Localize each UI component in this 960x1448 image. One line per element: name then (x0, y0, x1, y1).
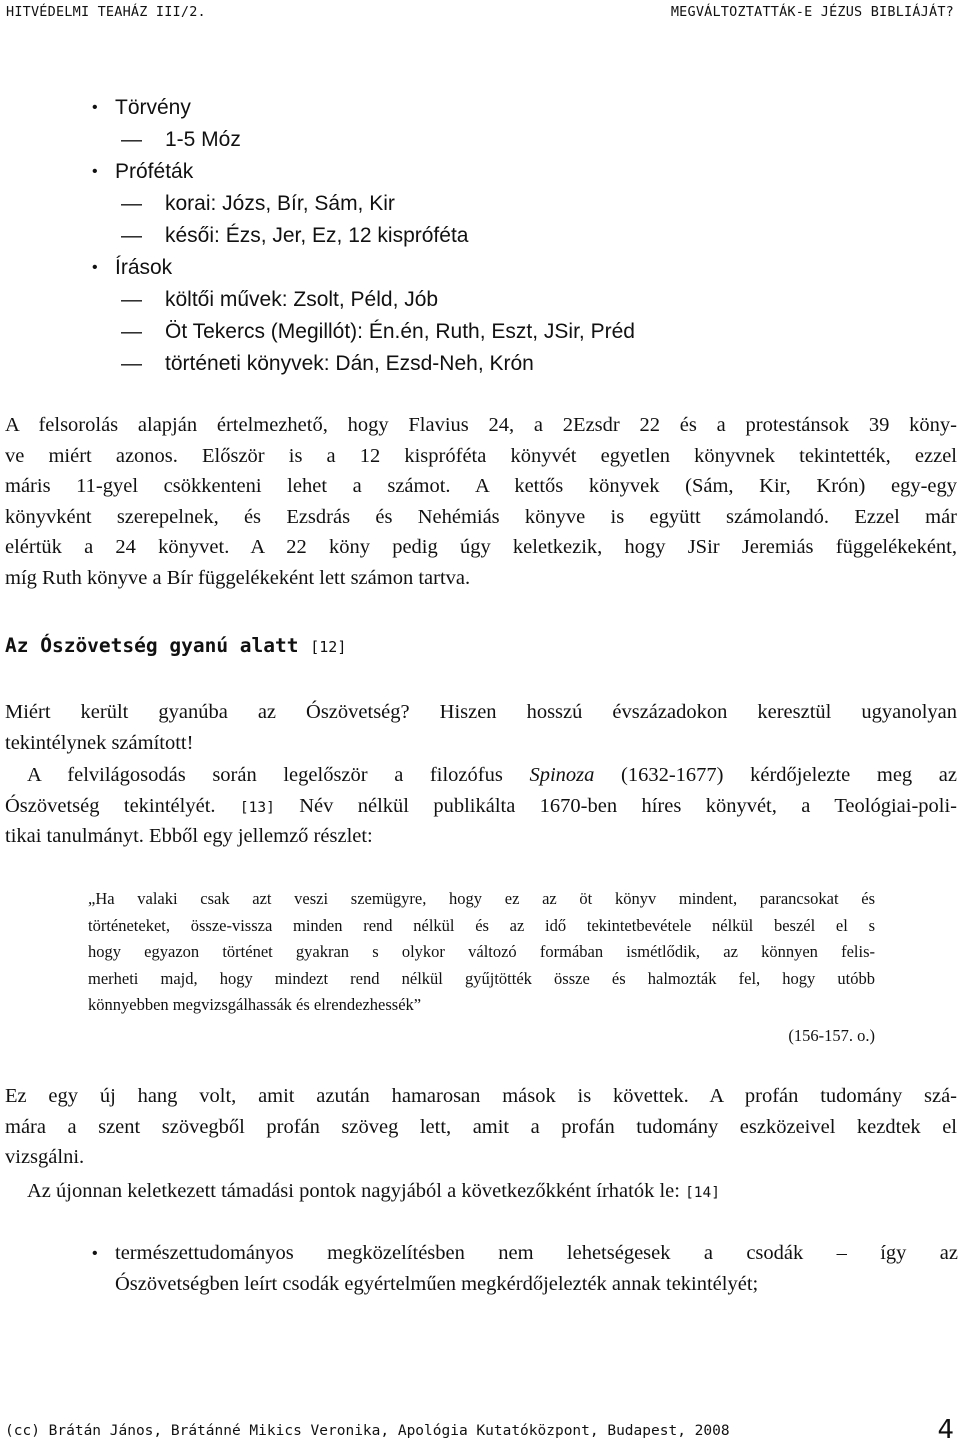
footnote-ref: [14] (685, 1185, 720, 1201)
dash-icon: — (121, 288, 142, 311)
outline-item (88, 348, 788, 380)
outline-item (88, 284, 788, 316)
header-right: MEGVÁLTOZTATTÁK-E JÉZUS BIBLIÁJÁT? (670, 4, 954, 20)
footer-credit: (cc) Brátán János, Brátánné Mikics Veronika, Apológia Kutatóközpont, Budapest, 2008 (5, 1423, 730, 1439)
paragraph-line: máris 11-gyel csökkenteni lehet a számot. A kettős könyvek (Sám, Kir, Krón) egy-egy (5, 475, 957, 497)
running-header (6, 4, 954, 22)
bullet-icon: • (92, 1245, 98, 1262)
section-heading-text: Az Ószövetség gyanú alatt (5, 634, 299, 657)
outline-group-label: Törvény (115, 96, 191, 119)
outline-group (88, 252, 788, 284)
paragraph-line: tekintélynek számított! (5, 731, 194, 754)
dash-icon: — (121, 352, 142, 375)
dash-icon: — (121, 128, 142, 151)
list-item-line: Ószövetségben leírt csodák egyértelműen megkérdőjelezték annak tekintélyét; (115, 1273, 759, 1295)
text-run: Az újonnan keletkezett támadási pontok nagyjából a következőkként írhatók le: (27, 1180, 680, 1202)
paragraph-question (5, 697, 957, 758)
bullet-icon: • (92, 163, 98, 180)
outline-item-text: költői művek: Zsolt, Péld, Jób (165, 288, 439, 311)
bullet-icon: • (92, 99, 98, 116)
text-run: Név nélkül publikálta 1670-ben híres könyvét, a Teológiai-poli- (274, 794, 958, 817)
block-quote (88, 886, 875, 1045)
text-run: Ószövetség tekintélyét. (5, 794, 240, 817)
paragraph-line: vizsgálni. (5, 1146, 85, 1168)
paragraph-line: könyvként szerepelnek, és Ezsdrás és Nehémiás könyve is együtt számolandó. Ezzel már (5, 505, 957, 528)
dash-icon: — (121, 192, 142, 215)
dash-icon: — (121, 224, 142, 247)
section-heading (5, 634, 346, 657)
outline-item (88, 316, 788, 348)
italic-name: Spinoza (529, 764, 595, 786)
paragraph-line: míg Ruth könyve a Bír függelékeként lett számon tartva. (5, 566, 471, 589)
paragraph-new-voice (5, 1081, 957, 1173)
quote-source: (156-157. o.) (788, 1026, 875, 1045)
outline-group-label: Próféták (115, 160, 194, 183)
outline-item (88, 220, 788, 252)
paragraph-line (5, 1176, 957, 1207)
outline-item (88, 124, 788, 156)
list-item (88, 1238, 958, 1300)
outline-item-text: Öt Tekercs (Megillót): Én.én, Ruth, Eszt, JSir, Préd (165, 320, 635, 343)
paragraph-line: Miért került gyanúba az Ószövetség? Hiszen hosszú évszázadokon keresztül ugyanolyan (5, 701, 957, 723)
paragraph-line: mára a szent szövegből profán szöveg lett, amit a profán tudomány eszközeivel kezdtek el (5, 1115, 957, 1138)
quote-line: merheti majd, hogy mindezt rend nélkül gyűjtötték össze és halmozták fel, hogy utóbb (88, 968, 875, 988)
quote-line: könnyebben megvizsgálhassák és elrendezhessék” (88, 995, 422, 1014)
text-run: (1632-1677) kérdőjelezte meg az (594, 764, 957, 786)
outline-group-label: Írások (115, 256, 173, 279)
dash-icon: — (121, 320, 142, 343)
paragraph-spinoza (5, 760, 957, 852)
paragraph-explanation (5, 410, 957, 593)
outline-item-text: 1-5 Móz (165, 128, 241, 151)
outline-item (88, 188, 788, 220)
paragraph-line: elértük a 24 könyvet. A 22 köny pedig úgy keletkezik, hogy JSir Jeremiás függelékeként, (5, 536, 957, 558)
quote-line: hogy egyazon történet gyakran s olykor változó formában ismétlődik, az könnyen felis- (88, 942, 875, 961)
outline-item-text: késői: Ézs, Jer, Ez, 12 kispróféta (165, 224, 469, 247)
footnote-ref: [13] (239, 799, 275, 816)
book-outline (88, 92, 788, 380)
quote-line: „Ha valaki csak azt veszi szemügyre, hogy ez az öt könyv mindent, parancsokat és (88, 889, 875, 908)
paragraph-line (5, 791, 957, 822)
text-run: A felvilágosodás során legelőször a filozófus (27, 764, 530, 786)
outline-item-text: korai: Józs, Bír, Sám, Kir (165, 192, 395, 215)
paragraph-line: Ez egy új hang volt, amit azután hamarosan mások is követtek. A profán tudomány szá- (5, 1085, 957, 1107)
section-heading-ref: [12] (310, 638, 347, 656)
paragraph-attack-points (5, 1176, 957, 1207)
paragraph-line: ve miért azonos. Először is a 12 kispróféta könyvét egyetlen könyvnek tekintették, ezzel (5, 444, 957, 467)
page-footer (5, 1415, 954, 1445)
list-item-line: természettudományos megközelítésben nem lehetségesek a csodák – így az (115, 1242, 958, 1264)
outline-group (88, 156, 788, 188)
header-left: HITVÉDELMI TEAHÁZ III/2. (6, 4, 206, 20)
paragraph-line: A felsorolás alapján értelmezhető, hogy Flavius 24, a 2Ezsdr 22 és a protestánsok 39 köny- (5, 414, 957, 436)
quote-line: történeteket, össze-vissza minden rend nélkül és az idő tekintetbevétele nélkül beszél el s (88, 915, 875, 935)
outline-group (88, 92, 788, 124)
paragraph-line: tikai tanulmányt. Ebből egy jellemző részlet: (5, 825, 373, 847)
paragraph-line (5, 760, 957, 791)
page-number: 4 (937, 1415, 954, 1445)
outline-item-text: történeti könyvek: Dán, Ezsd-Neh, Krón (165, 352, 534, 375)
bullet-icon: • (92, 259, 98, 276)
